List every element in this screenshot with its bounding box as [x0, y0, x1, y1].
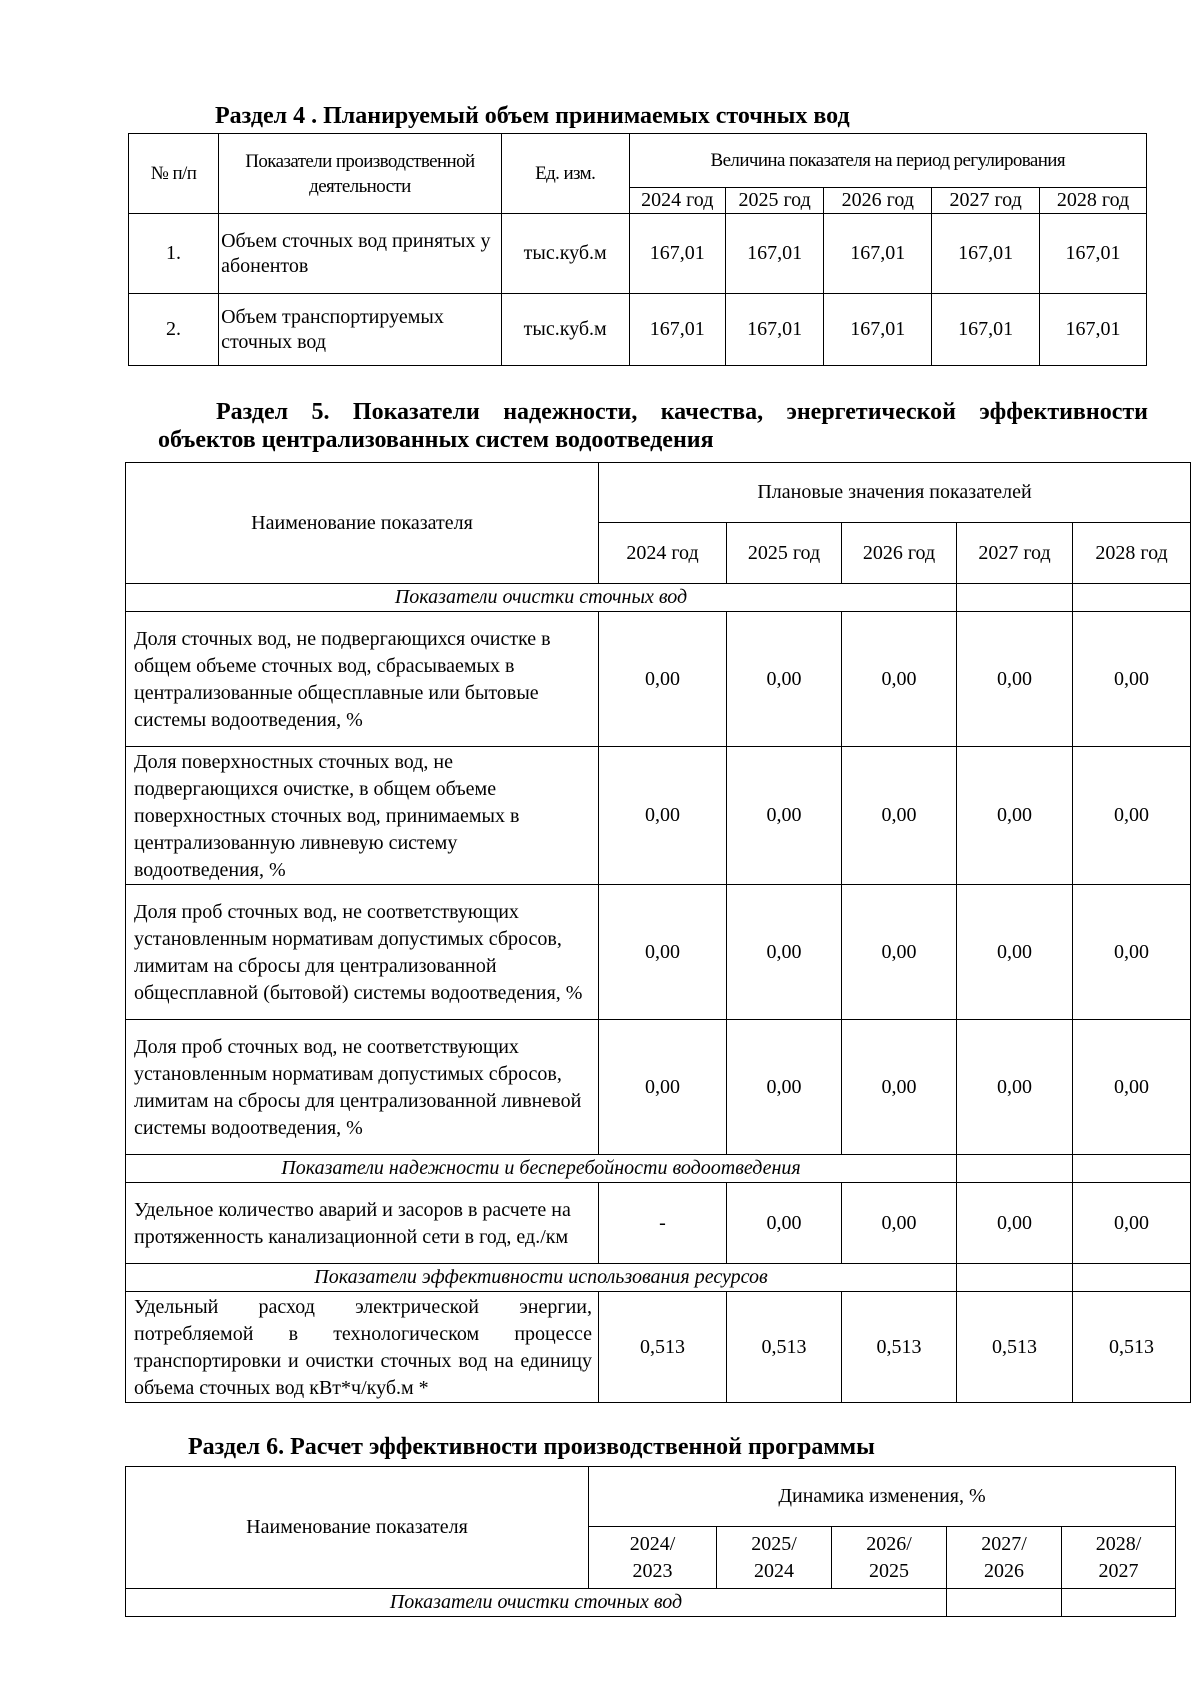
empty-cell: [957, 1264, 1073, 1292]
header-dynamics: Динамика изменения, %: [589, 1467, 1176, 1527]
empty-cell: [957, 584, 1073, 612]
row-value: 0,00: [1073, 612, 1191, 747]
group-row: [126, 1155, 1191, 1183]
row-unit: тыс.куб.м: [501, 214, 629, 294]
empty-cell: [1073, 1264, 1191, 1292]
row-name: Доля сточных вод, не подвергающихся очистке в общем объеме сточных вод, сбрасываемых в централизованные общесплавные или бытовые системы водоотведения, %: [126, 612, 599, 747]
period-line: 2028/: [1095, 1532, 1142, 1555]
row-value: 0,513: [842, 1292, 957, 1403]
row-value: 0,513: [1073, 1292, 1191, 1403]
row-value: 0,00: [842, 1020, 957, 1155]
header-unit: Ед. изм.: [501, 134, 629, 214]
row-value: 0,513: [599, 1292, 727, 1403]
period-line: 2023: [632, 1559, 673, 1582]
row-value: 0,00: [727, 747, 842, 885]
header-num: № п/п: [129, 134, 219, 214]
group-title: Показатели очистки сточных вод: [126, 1589, 947, 1617]
period-line: 2024/: [629, 1532, 676, 1555]
header-year: 2025 год: [725, 188, 823, 214]
row-value: 0,00: [727, 612, 842, 747]
row-unit: тыс.куб.м: [501, 294, 629, 366]
group-title: Показатели надежности и бесперебойности водоотведения: [126, 1155, 957, 1183]
table-row: [126, 1183, 1191, 1264]
section-5-title: [158, 398, 1148, 454]
row-value: 0,00: [957, 885, 1073, 1020]
section-4-table: [128, 133, 1147, 366]
group-row: [126, 1264, 1191, 1292]
row-value: 167,01: [1040, 214, 1147, 294]
section-6-table: [125, 1466, 1176, 1617]
header-year: 2027 год: [957, 523, 1073, 584]
section-4-title: Раздел 4 . Планируемый объем принимаемых сточных вод: [215, 103, 850, 129]
row-value: 0,00: [842, 612, 957, 747]
header-period: Величина показателя на период регулирования: [629, 134, 1146, 188]
row-name: Удельный расход электрической энергии, потребляемой в технологическом процессе транспортировки и очистки сточных вод на единицу объема сточных вод кВт*ч/куб.м *: [126, 1292, 599, 1403]
row-value: 167,01: [1040, 294, 1147, 366]
row-value: 167,01: [824, 214, 932, 294]
header-year: 2028 год: [1040, 188, 1147, 214]
row-value: 0,00: [599, 612, 727, 747]
section-6-title: Раздел 6. Расчет эффективности производственной программы: [188, 1434, 875, 1460]
period-line: 2026: [984, 1559, 1024, 1582]
header-period: [947, 1527, 1062, 1589]
section-5-title-line2: объектов централизованных систем водоотведения: [158, 427, 714, 453]
row-num: 1.: [129, 214, 219, 294]
section-5-table: [125, 462, 1191, 1403]
row-value: 0,00: [842, 1183, 957, 1264]
row-value: 0,00: [1073, 1183, 1191, 1264]
header-year: 2027 год: [932, 188, 1040, 214]
section-5-title-line1: Раздел 5. Показатели надежности, качества, энергетической эффективности: [216, 399, 1148, 425]
period-line: 2027: [1098, 1559, 1139, 1582]
period-line: 2027/: [981, 1532, 1027, 1555]
empty-cell: [1062, 1589, 1176, 1617]
empty-cell: [1073, 1155, 1191, 1183]
period-line: 2025: [869, 1559, 909, 1582]
header-period: [1062, 1527, 1176, 1589]
group-row: [126, 1589, 1176, 1617]
empty-cell: [957, 1155, 1073, 1183]
period-line: 2025/: [751, 1532, 797, 1555]
row-value: 0,00: [727, 1020, 842, 1155]
row-value: 167,01: [824, 294, 932, 366]
row-value: 0,00: [957, 612, 1073, 747]
table-row: [126, 885, 1191, 1020]
table-row: [126, 747, 1191, 885]
row-value: 167,01: [629, 214, 725, 294]
row-name: Объем транспортируемых сточных вод: [219, 294, 502, 366]
row-name: Доля проб сточных вод, не соответствующих установленным нормативам допустимых сбросов, лимитам на сбросы для централизованной ливневой системы водоотведения, %: [126, 1020, 599, 1155]
header-name: Наименование показателя: [126, 1467, 589, 1589]
header-year: 2024 год: [599, 523, 727, 584]
header-name: Наименование показателя: [126, 463, 599, 584]
row-value: 0,00: [599, 885, 727, 1020]
header-period: [717, 1527, 832, 1589]
row-value: 167,01: [932, 214, 1040, 294]
row-value: 0,00: [599, 747, 727, 885]
table-row: [126, 1292, 1191, 1403]
row-value: 0,513: [957, 1292, 1073, 1403]
table-row: [126, 1020, 1191, 1155]
header-year: 2025 год: [727, 523, 842, 584]
row-value: 0,00: [842, 885, 957, 1020]
row-value: 0,00: [727, 1183, 842, 1264]
table-row: [126, 612, 1191, 747]
row-value: 0,00: [957, 1020, 1073, 1155]
header-year: 2026 год: [842, 523, 957, 584]
header-year: 2028 год: [1073, 523, 1191, 584]
row-value: 0,00: [1073, 1020, 1191, 1155]
empty-cell: [1073, 584, 1191, 612]
row-value: 0,00: [1073, 747, 1191, 885]
row-name: Доля проб сточных вод, не соответствующих установленным нормативам допустимых сбросов, лимитам на сбросы для централизованной общесплавной (бытовой) системы водоотведения, %: [126, 885, 599, 1020]
row-num: 2.: [129, 294, 219, 366]
row-value: 167,01: [932, 294, 1040, 366]
row-name: Доля поверхностных сточных вод, не подвергающихся очистке, в общем объеме поверхностных сточных вод, принимаемых в централизованную ливневую систему водоотведения, %: [126, 747, 599, 885]
row-value: -: [599, 1183, 727, 1264]
row-value: 0,00: [599, 1020, 727, 1155]
empty-cell: [947, 1589, 1062, 1617]
header-period: [832, 1527, 947, 1589]
header-year: 2026 год: [824, 188, 932, 214]
row-name: Объем сточных вод принятых у абонентов: [219, 214, 502, 294]
row-value: 0,00: [1073, 885, 1191, 1020]
period-line: 2024: [754, 1559, 794, 1582]
header-year: 2024 год: [629, 188, 725, 214]
row-value: 0,00: [957, 1183, 1073, 1264]
group-row: [126, 584, 1191, 612]
group-title: Показатели эффективности использования ресурсов: [126, 1264, 957, 1292]
table-row: [129, 214, 1147, 294]
header-indicator: Показатели производственной деятельности: [219, 134, 502, 214]
period-line: 2026/: [866, 1532, 912, 1555]
row-value: 0,00: [727, 885, 842, 1020]
table-row: [129, 294, 1147, 366]
row-name: Удельное количество аварий и засоров в расчете на протяженность канализационной сети в год, ед./км: [126, 1183, 599, 1264]
row-value: 0,513: [727, 1292, 842, 1403]
row-value: 0,00: [842, 747, 957, 885]
header-period: [589, 1527, 717, 1589]
row-value: 167,01: [725, 294, 823, 366]
row-value: 0,00: [957, 747, 1073, 885]
header-planned: Плановые значения показателей: [599, 463, 1191, 523]
group-title: Показатели очистки сточных вод: [126, 584, 957, 612]
row-value: 167,01: [629, 294, 725, 366]
row-value: 167,01: [725, 214, 823, 294]
